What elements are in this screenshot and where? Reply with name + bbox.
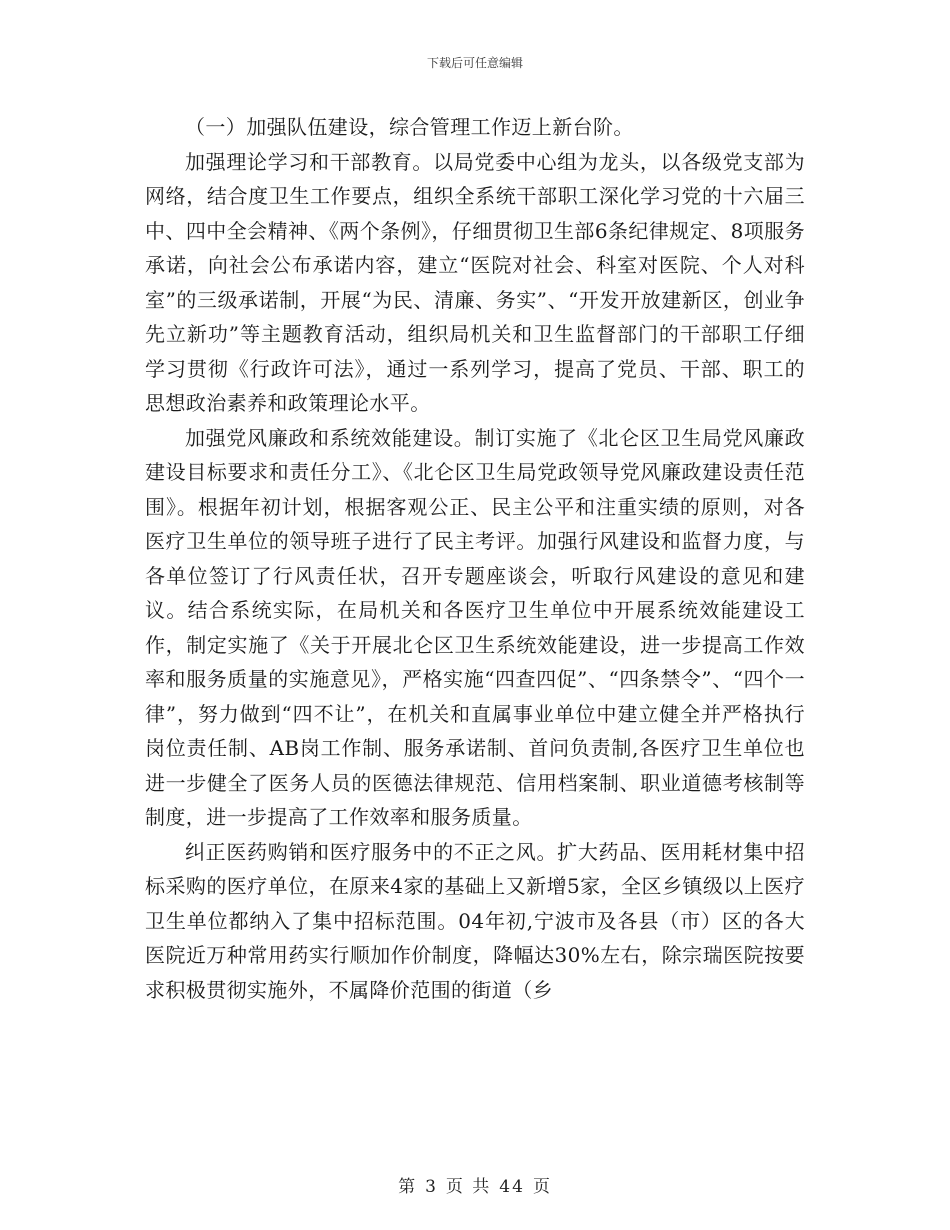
- page-footer: [0, 1172, 950, 1197]
- document-body: [145, 110, 805, 1007]
- paragraph-medical-procurement: 纠正医药购销和医疗服务中的不正之风。扩大药品、医用耗材集中招标采购的医疗单位，在原来4家的基础上又新增5家，全区乡镇级以上医疗卫生单位都纳入了集中招标范围。04年初,宁波市及各县（市）区的各大医院近万种常用药实行顺加作价制度，降幅达30%左右，除宗瑞医院按要求积极贯彻实施外，不属降价范围的街道（乡: [145, 839, 805, 1002]
- footer-current-page: 3: [425, 1177, 438, 1197]
- page-header: 下载后可任意编辑: [426, 56, 523, 70]
- footer-prefix: 第: [398, 1177, 418, 1197]
- paragraph-theory-study: 加强理论学习和干部教育。以局党委中心组为龙头，以各级党支部为网络，结合度卫生工作要点，组织全系统干部职工深化学习党的十六届三中、四中全会精神、《两个条例》，仔细贯彻卫生部6条纪律规定、8项服务承诺，向社会公布承诺内容，建立“医院对社会、科室对医院、个人对科室”的三级承诺制，开展“为民、清廉、务实”、“开发开放建新区，创业争先立新功”等主题教育活动，组织局机关和卫生监督部门的干部职工仔细学习贯彻《行政许可法》，通过一系列学习，提高了党员、干部、职工的思想政治素养和政策理论水平。: [145, 149, 805, 415]
- footer-suffix: 页: [532, 1177, 552, 1197]
- paragraph-party-conduct: 加强党风廉政和系统效能建设。制订实施了《北仑区卫生局党风廉政建设目标要求和责任分工》、《北仑区卫生局党政领导党风廉政建设责任范围》。根据年初计划，根据客观公正、民主公平和注重实绩的原则，对各医疗卫生单位的领导班子进行了民主考评。加强行风建设和监督力度，与各单位签订了行风责任状，召开专题座谈会，听取行风建设的意见和建议。结合系统实际，在局机关和各医疗卫生单位中开展系统效能建设工作，制定实施了《关于开展北仑区卫生系统效能建设，进一步提高工作效率和服务质量的实施意见》，严格实施“四查四促”、“四条禁令”、“四个一律”，努力做到“四不让”，在机关和直属事业单位中建立健全并严格执行岗位责任制、AB岗工作制、服务承诺制、首问负责制,各医疗卫生单位也进一步健全了医务人员的医德法律规范、信用档案制、职业道德考核制等制度，进一步提高了工作效率和服务质量。: [145, 425, 805, 829]
- footer-middle: 页 共: [445, 1177, 492, 1197]
- footer-total-pages: 44: [499, 1177, 525, 1197]
- section-heading: （一）加强队伍建设，综合管理工作迈上新台阶。: [185, 115, 634, 139]
